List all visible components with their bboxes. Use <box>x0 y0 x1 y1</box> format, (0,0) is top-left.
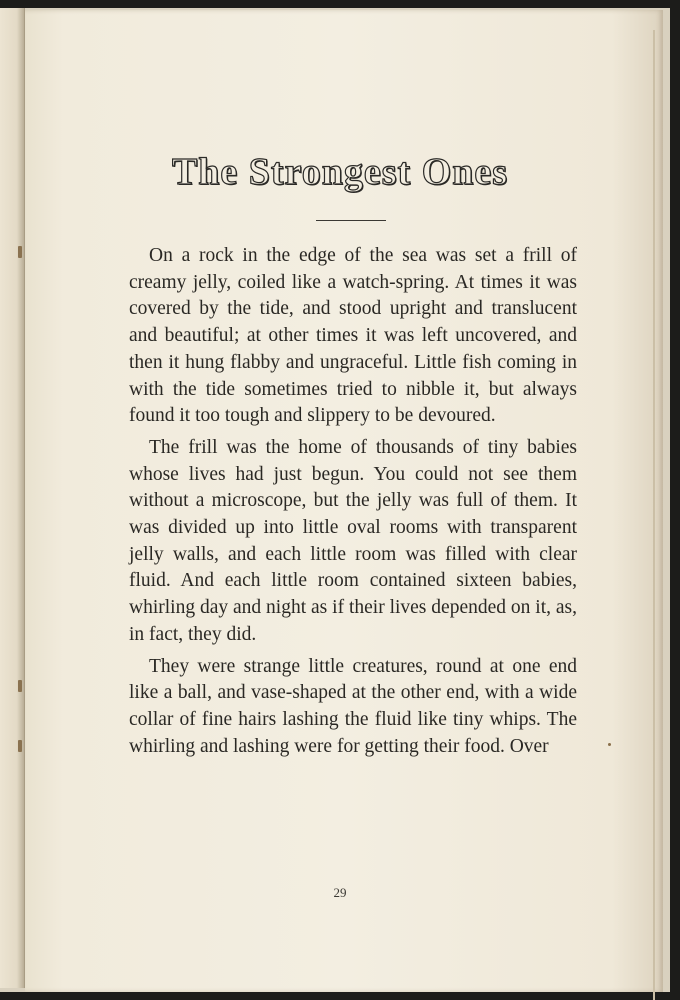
binding-thread-mark <box>18 740 22 752</box>
binding-thread-mark <box>18 680 22 692</box>
paragraph-1: On a rock in the edge of the sea was set a frill of creamy jelly, coiled like a watch-spring. At times it was covered by the tide, and stood upright and translucent and beautiful; at other times it was left uncovered, and then it hung flabby and ungraceful. Little fish coming in with the tide sometimes tried to nibble it, but always found it too tough and slippery to be devoured. <box>129 245 577 427</box>
paper-speck <box>608 743 611 746</box>
title-rule-divider <box>316 220 386 221</box>
paragraph-2: The frill was the home of thousands of tiny babies whose lives had just begun. You could not see them without a microscope, but the jelly was full of them. It was divided up into little oval rooms with transparent jelly walls, and each little room was filled with clear fluid. And each little room contained sixteen babies, whirling day and night as if their lives depended on it, as, in fact, they did. <box>129 436 577 645</box>
binding-thread-mark <box>18 246 22 258</box>
chapter-title: The Strongest Ones <box>171 151 509 193</box>
paragraph-3: They were strange little creatures, round at one end like a ball, and vase-shaped at the other end, with a wide collar of fine hairs lashing the fluid like tiny whips. The whirling and lashing were for getting their food. Over <box>129 655 577 757</box>
page-number: 29 <box>333 885 347 900</box>
body-text <box>129 243 577 765</box>
